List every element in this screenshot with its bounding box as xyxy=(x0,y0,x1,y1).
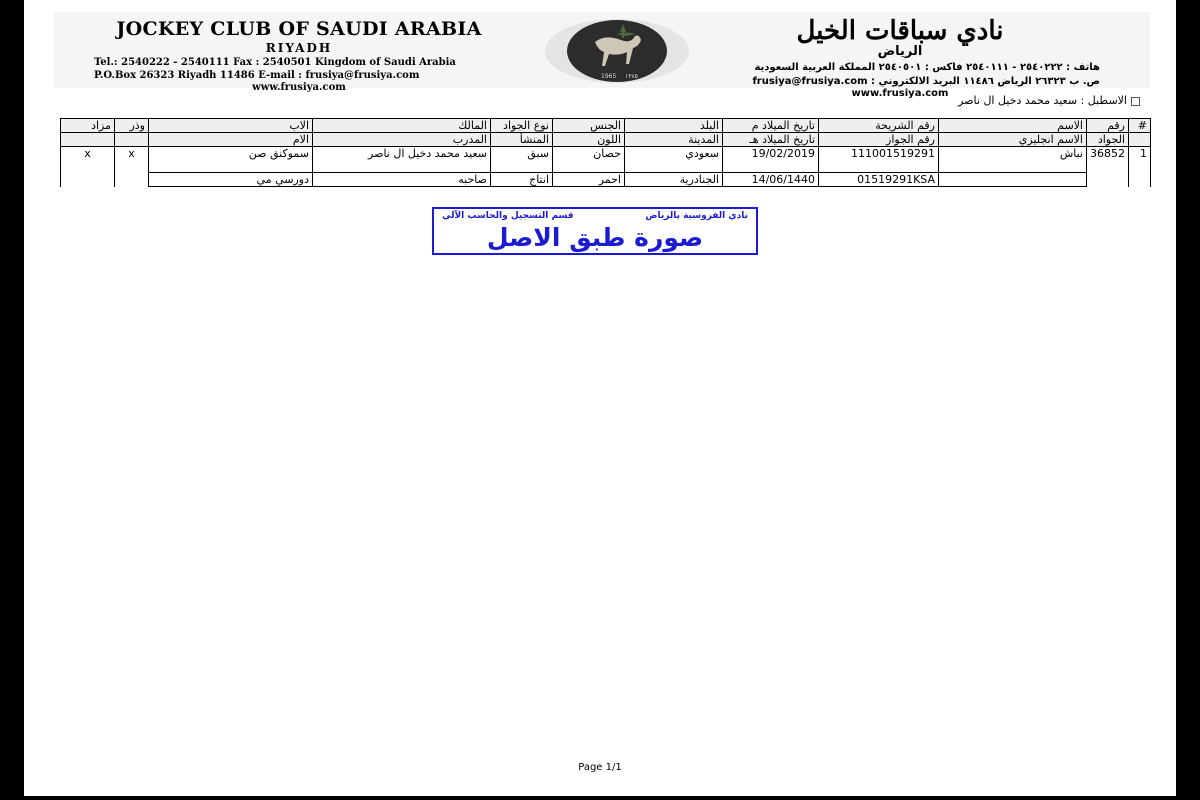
horse-table xyxy=(60,118,1151,187)
passport-number: 01519291KSA xyxy=(819,173,939,187)
birth-date-gregorian: 19/02/2019 xyxy=(723,147,819,173)
certified-copy-stamp xyxy=(432,207,758,255)
sex: حصان xyxy=(553,147,625,173)
letterhead-english xyxy=(94,18,504,93)
sire: سموكنق صن xyxy=(149,147,313,173)
stamp-header xyxy=(442,211,748,221)
table-header-row-2 xyxy=(61,133,1151,147)
stamp-department: قسم التسجيل والحاسب الآلي xyxy=(442,211,574,221)
contact-line-english-2: P.O.Box 26323 Riyadh 11486 E-mail : frusiya@frusiya.com xyxy=(94,70,420,81)
city-english: RIYADH xyxy=(265,41,333,55)
header-cell: رقم xyxy=(1087,119,1129,133)
header-cell: الاسم xyxy=(939,119,1087,133)
stamp-club-name: نادي الفروسية بالرياض xyxy=(645,211,748,221)
document-page xyxy=(24,0,1176,796)
owner: سعيد محمد دخيل ال ناصر xyxy=(313,147,491,173)
row-index: 1 xyxy=(1129,147,1151,187)
stable-label: الاسطبل : سعيد محمد دخيل ال ناصر xyxy=(958,94,1127,107)
header-cell: تاريخ الميلاد هـ xyxy=(723,133,819,147)
header-cell: رقم الشريحة xyxy=(819,119,939,133)
horse-number: 36852 xyxy=(1087,147,1129,187)
table-row xyxy=(61,173,1151,187)
header-cell xyxy=(115,133,149,147)
horse-name: نباش xyxy=(939,147,1087,173)
logo-year-left: 1965 xyxy=(601,73,617,80)
header-cell: الجنس xyxy=(553,119,625,133)
header-cell: نوع الجواد xyxy=(491,119,553,133)
contact-line-arabic-2: ص. ب ٢٦٣٢٣ الرياض ١١٤٨٦ البريد الالكتروني : frusiya@frusiya.com xyxy=(752,76,1100,87)
header-cell: المنشأ xyxy=(491,133,553,147)
header-cell: تاريخ الميلاد م xyxy=(723,119,819,133)
website-arabic: www.frusiya.com xyxy=(851,88,949,99)
club-name-arabic: نادي سباقات الخيل xyxy=(796,16,1004,46)
letterhead-arabic xyxy=(700,16,1100,99)
club-logo xyxy=(543,18,691,84)
letterhead xyxy=(54,12,1150,99)
dam: دورسي مي xyxy=(149,173,313,187)
page-number: Page 1/1 xyxy=(578,762,622,773)
header-cell: المدينة xyxy=(625,133,723,147)
horse-type: سبق xyxy=(491,147,553,173)
header-cell: وذر xyxy=(115,119,149,133)
header-cell: # xyxy=(1129,119,1151,133)
header-cell xyxy=(61,133,115,147)
header-cell: المدرب xyxy=(313,133,491,147)
horse-name-english xyxy=(939,173,1087,187)
auction-value: x xyxy=(61,147,115,187)
header-cell: الام xyxy=(149,133,313,147)
header-cell: البلد xyxy=(625,119,723,133)
contact-line-english-1: Tel.: 2540222 - 2540111 Fax : 2540501 Kingdom of Saudi Arabia xyxy=(94,57,456,68)
city-arabic: الرياض xyxy=(877,44,923,59)
header-cell: الاسم انجليزي xyxy=(939,133,1087,147)
city: الجنادرية xyxy=(625,173,723,187)
header-cell xyxy=(1129,133,1151,147)
club-name-english: JOCKEY CLUB OF SAUDI ARABIA xyxy=(116,18,482,40)
stamp-main-text: صورة طبق الاصل xyxy=(486,223,704,252)
chip-number: 111001519291 xyxy=(819,147,939,173)
stable-line xyxy=(958,94,1140,107)
checkbox-icon xyxy=(1131,97,1140,106)
contact-line-arabic-1: هاتف : ٢٥٤٠٢٢٢ - ٢٥٤٠١١١ فاكس : ٢٥٤٠٥٠١ المملكة العربية السعودية xyxy=(754,62,1100,73)
country: سعودي xyxy=(625,147,723,173)
logo-year-right: ١٣٨٥ xyxy=(625,73,638,80)
header-cell: مزاد xyxy=(61,119,115,133)
birth-date-hijri: 14/06/1440 xyxy=(723,173,819,187)
header-cell: رقم الجواز xyxy=(819,133,939,147)
header-cell: الجواد xyxy=(1087,133,1129,147)
table-header-row-1 xyxy=(61,119,1151,133)
website-english: www.frusiya.com xyxy=(252,82,346,93)
color: احمر xyxy=(553,173,625,187)
header-cell: المالك xyxy=(313,119,491,133)
header-cell: الاب xyxy=(149,119,313,133)
wathr-value: x xyxy=(115,147,149,187)
table-row xyxy=(61,147,1151,173)
header-cell: اللون xyxy=(553,133,625,147)
trainer: صاحبه xyxy=(313,173,491,187)
origin: انتاج xyxy=(491,173,553,187)
